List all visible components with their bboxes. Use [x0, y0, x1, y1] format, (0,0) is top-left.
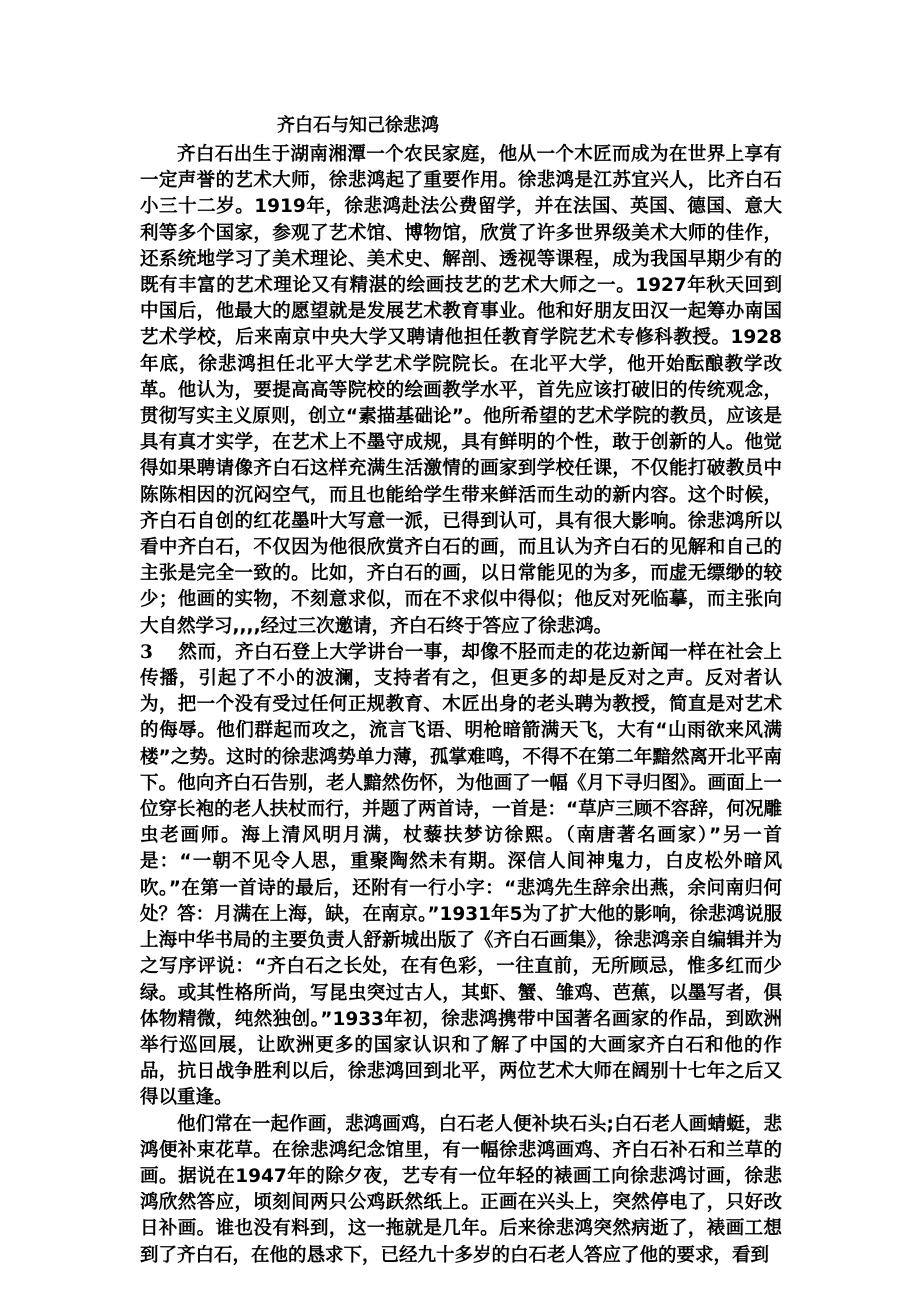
document-title: 齐白石与知己徐悲鸿: [277, 115, 439, 136]
paragraph-3: [140, 1112, 782, 1269]
paragraph-2-number: 3: [140, 641, 153, 663]
paragraph-2: [140, 640, 782, 1112]
paragraph-3-text: 他们常在一起作画，悲鸿画鸡，白石老人便补块石头;白石老人画蜻蜓，悲鸿便补束花草。在徐悲鸿纪念馆里，有一幅徐悲鸿画鸡、齐白石补石和兰草的画。据说在1947年的除夕夜，艺专有一位年轻的裱画工向徐悲鸿讨画，徐悲鸿欣然答应，顷刻间两只公鸡跃然纸上。正画在兴头上，突然停电了，只好改日补画。谁也没有料到，这一拖就是几年。后来徐悲鸿突然病逝了，裱画工想到了齐白石，在他的恳求下，已经九十多岁的白石老人答应了他的要求，看到: [140, 1113, 782, 1266]
paragraph-2-text: 然而，齐白石登上大学讲台一事，却像不胫而走的花边新闻一样在社会上传播，引起了不小的波澜，支持者有之，但更多的却是反对之声。反对者认为，把一个没有受过任何正规教育、木匠出身的老头聘为教授，简直是对艺术的侮辱。他们群起而攻之，流言飞语、明枪暗箭满天飞，大有“山雨欲来风满楼”之势。这时的徐悲鸿势单力薄，孤掌难鸣，不得不在第二年黯然离开北平南下。他向齐白石告别，老人黯然伤怀，为他画了一幅《月下寻归图》。画面上一位穿长袍的老人扶杖而行，并题了两首诗，一首是：“草庐三顾不容辞，何况雕虫老画师。海上清风明月满，杖藜扶梦访徐熙。（南唐著名画家）”另一首是：“一朝不见令人思，重聚陶然未有期。深信人间神鬼力，白皮松外暗风吹。”在第一首诗的最后，还附有一行小字：“悲鸿先生辞余出燕，余问南归何处？答：月满在上海，缺，在南京。”1931年5为了扩大他的影响，徐悲鸿说服上海中华书局的主要负责人舒新城出版了《齐白石画集》，徐悲鸿亲自编辑并为之写序评说：“齐白石之长处，在有色彩，一往直前，无所顾忌，惟多红而少绿。或其性格所尚，写昆虫突过古人，其虾、蟹、雏鸡、芭蕉，以墨写者，俱体物精微，纯然独创。”1933年初，徐悲鸿携带中国著名画家的作品，到欧洲举行巡回展，让欧洲更多的国家认识和了解了中国的大画家齐白石和他的作品，抗日战争胜利以后，徐悲鸿回到北平，两位艺术大师在阔别十七年之后又得以重逢。: [140, 641, 782, 1109]
paragraph-1: [140, 142, 782, 640]
document-body: [140, 142, 782, 1269]
paragraph-1-text: 齐白石出生于湖南湘潭一个农民家庭，他从一个木匠而成为在世界上享有一定声誉的艺术大师，徐悲鸿起了重要作用。徐悲鸿是江苏宜兴人，比齐白石小三十二岁。1919年，徐悲鸿赴法公费留学，并在法国、英国、德国、意大利等多个国家，参观了艺术馆、博物馆，欣赏了许多世界级美术大师的佳作，还系统地学习了美术理论、美术史、解剖、透视等课程，成为我国早期少有的既有丰富的艺术理论又有精湛的绘画技艺的艺术大师之一。1927年秋天回到中国后，他最大的愿望就是发展艺术教育事业。他和好朋友田汉一起筹办南国艺术学校，后来南京中央大学又聘请他担任教育学院艺术专修科教授。1928年底，徐悲鸿担任北平大学艺术学院院长。在北平大学，他开始酝酿教学改革。他认为，要提高高等院校的绘画教学水平，首先应该打破旧的传统观念，贯彻写实主义原则，创立“素描基础论”。他所希望的艺术学院的教员，应该是具有真才实学，在艺术上不墨守成规，具有鲜明的个性，敢于创新的人。他觉得如果聘请像齐白石这样充满生活激情的画家到学校任课，不仅能打破教员中陈陈相因的沉闷空气，而且也能给学生带来鲜活而生动的新内容。这个时候，齐白石自创的红花墨叶大写意一派，已得到认可，具有很大影响。徐悲鸿所以看中齐白石，不仅因为他很欣赏齐白石的画，而且认为齐白石的见解和自己的主张是完全一致的。比如，齐白石的画，以日常能见的为多，而虚无缥缈的较少；他画的实物，不刻意求似，而在不求似中得似；他反对死临摹，而主张向大自然学习,,,,经过三次邀请，齐白石终于答应了徐悲鸿。: [140, 144, 782, 637]
